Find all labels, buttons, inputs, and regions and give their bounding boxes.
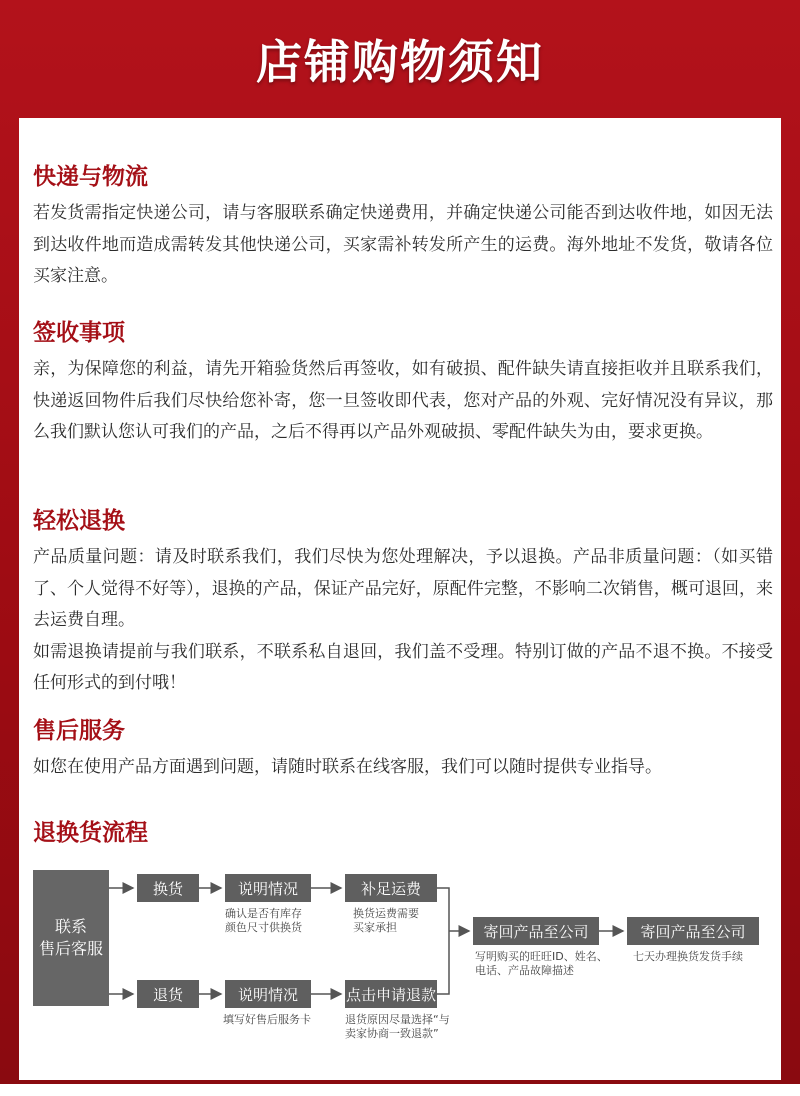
return-flow-diagram — [19, 118, 781, 1080]
send-back-note-line: 写明购买的旺旺ID、姓名、 — [475, 950, 608, 963]
send-back-label-2: 寄回产品至公司 — [640, 922, 746, 941]
section-text: 亲，为保障您的利益，请先开箱验货然后再签收，如有破损、配件缺失请直接拒收并且联系我们，快递返回物件后我们尽快给您补寄，您一旦签收即代表，您对产品的外观、完好情况没有异议，那么我们默认您认可我们的产品，之后不得再以产品外观破损、零配件缺失为由，要求更换。 — [33, 359, 773, 442]
explain-note — [225, 907, 325, 935]
apply-refund-label: 点击申请退款 — [345, 985, 436, 1004]
section-title: 快递与物流 — [33, 164, 148, 190]
content-panel — [19, 118, 781, 1080]
explain-box — [225, 874, 311, 902]
page-header — [0, 0, 800, 118]
section-text: 产品质量问题：请及时联系我们，我们尽快为您处理解决，予以退换。产品非质量问题：（如买错了、个人觉得不好等），退换的产品，保证产品完好，原配件完整，不影响二次销售，概可退回，来去运费自理。 — [33, 547, 773, 630]
explain-note-line: 确认是否有库存 — [225, 907, 302, 920]
contact-line-2: 售后客服 — [38, 939, 103, 958]
explain-box-2 — [225, 980, 311, 1008]
contact-service-box — [33, 870, 109, 1006]
exchange-box — [137, 874, 199, 902]
send-back-note — [475, 950, 615, 978]
seven-days-note — [633, 950, 773, 964]
section-title: 退换货流程 — [33, 820, 148, 846]
section-title: 签收事项 — [33, 320, 125, 346]
section-text: 如您在使用产品方面遇到问题，请随时联系在线客服，我们可以随时提供专业指导。 — [33, 757, 662, 777]
seven-days-note-line: 七天办理换货发货手续 — [633, 950, 743, 963]
fill-card-note — [223, 1013, 333, 1027]
section-title: 轻松退换 — [33, 508, 125, 534]
contact-line-1: 联系 — [54, 917, 87, 936]
explain-label-2: 说明情况 — [237, 985, 298, 1004]
freight-label: 补足运费 — [360, 879, 421, 898]
refund-note — [345, 1013, 475, 1041]
freight-box — [345, 874, 437, 902]
explain-note-line: 颜色尺寸供换货 — [225, 921, 302, 934]
exchange-label: 换货 — [152, 879, 183, 898]
freight-note-line: 买家承担 — [353, 921, 397, 934]
section-text: 若发货需指定快递公司，请与客服联系确定快递费用，并确定快递公司能否到达收件地，如因无法到达收件地而造成需转发其他快递公司，买家需补转发所产生的运费。海外地址不发货，敬请各位买家注意。 — [33, 203, 773, 286]
send-back-label: 寄回产品至公司 — [483, 922, 589, 941]
return-label: 退货 — [152, 985, 183, 1004]
explain-label: 说明情况 — [237, 879, 298, 898]
fill-card-note-line: 填写好售后服务卡 — [223, 1013, 311, 1026]
page-title: 店铺购物须知 — [256, 35, 544, 89]
send-back-box — [473, 917, 599, 945]
freight-note — [353, 907, 453, 935]
return-box — [137, 980, 199, 1008]
bracket-merge — [437, 888, 449, 994]
apply-refund-box — [345, 980, 437, 1008]
refund-note-line: 退货原因尽量选择“与 — [345, 1013, 450, 1026]
freight-note-line: 换货运费需要 — [353, 907, 419, 920]
send-back-note-line: 电话、产品故障描述 — [475, 964, 574, 977]
send-back-box-2 — [627, 917, 759, 945]
section-title: 售后服务 — [33, 718, 125, 744]
refund-note-line: 卖家协商一致退款” — [345, 1027, 439, 1040]
section-text: 如需退换请提前与我们联系，不联系私自退回，我们盖不受理。特别订做的产品不退不换。不接受任何形式的到付哦！ — [33, 641, 773, 693]
